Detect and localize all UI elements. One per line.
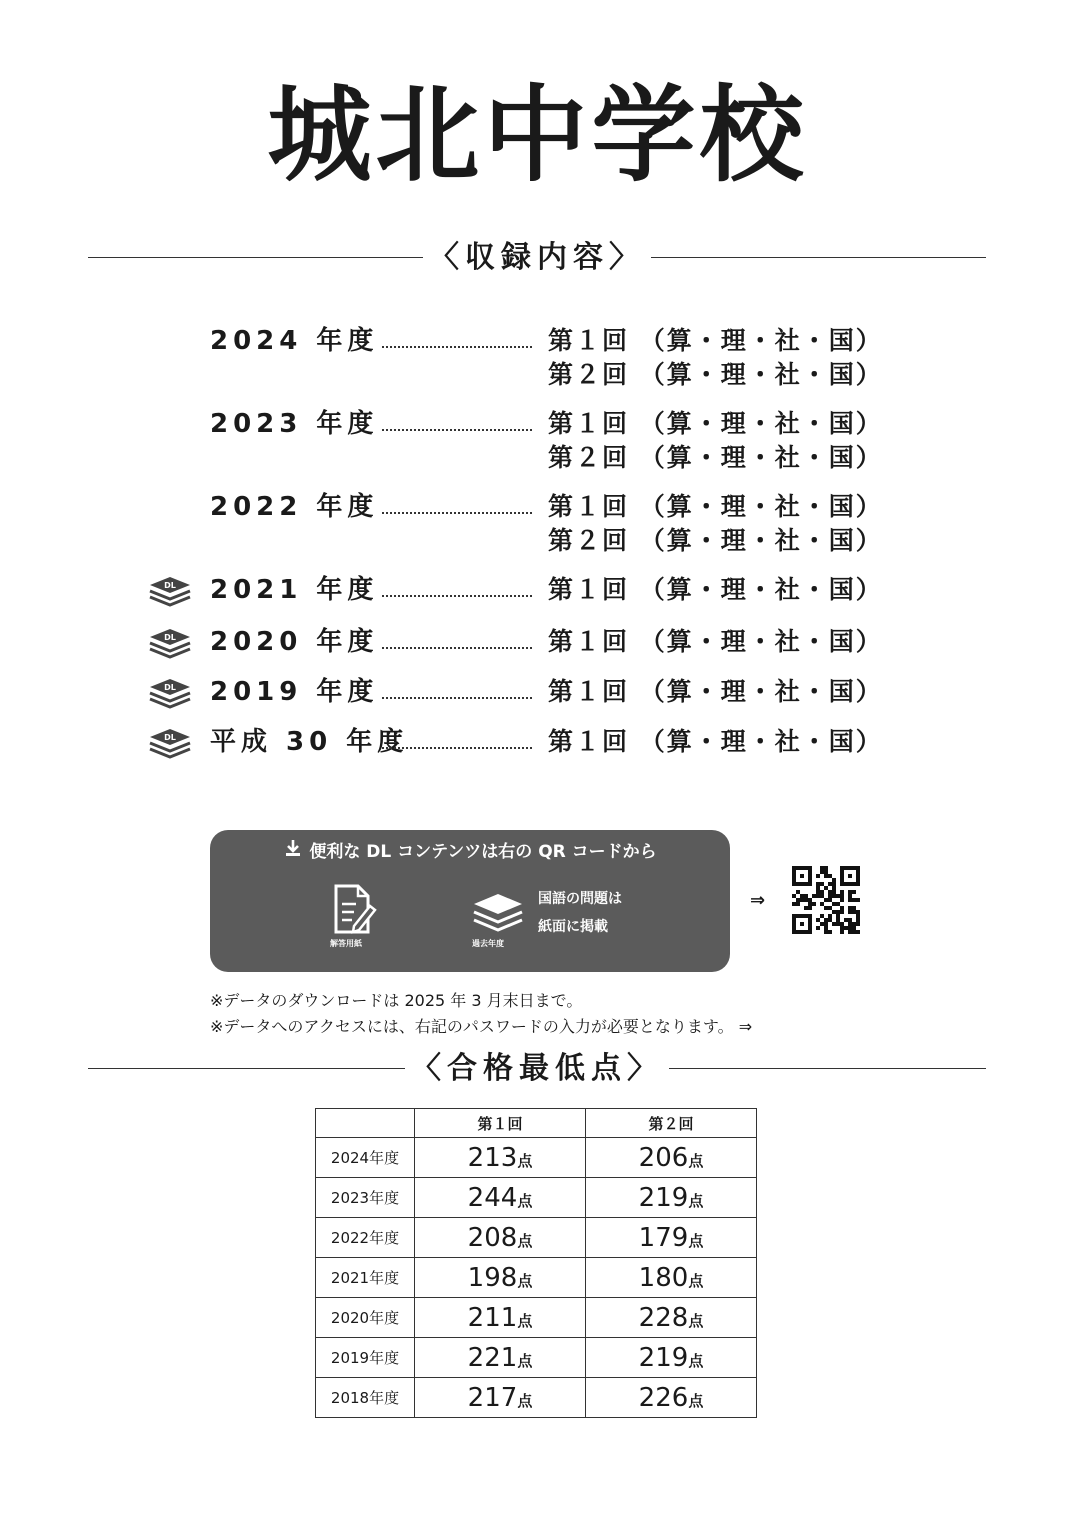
dl-content-box bbox=[210, 830, 730, 972]
row-year: 2018年度 bbox=[316, 1378, 415, 1418]
score-value: 206 bbox=[638, 1142, 689, 1173]
score-round2 bbox=[586, 1138, 757, 1178]
score-round1 bbox=[415, 1378, 586, 1418]
past-years-caption: 過去年度 bbox=[472, 939, 504, 948]
contents-year: 2021 年度 bbox=[210, 575, 379, 605]
table-row bbox=[316, 1218, 757, 1258]
svg-text:DL: DL bbox=[164, 683, 176, 692]
score-unit: 点 bbox=[688, 1351, 704, 1370]
score-round2 bbox=[586, 1178, 757, 1218]
score-value: 179 bbox=[638, 1222, 689, 1253]
score-round1 bbox=[415, 1258, 586, 1298]
score-unit: 点 bbox=[517, 1351, 533, 1370]
contents-entry: 第１回 （算・理・社・国） bbox=[548, 627, 883, 656]
score-unit: 点 bbox=[688, 1191, 704, 1210]
leader-dots bbox=[382, 429, 532, 431]
dl-books-icon bbox=[146, 673, 194, 711]
header-blank bbox=[316, 1109, 415, 1138]
score-value: 219 bbox=[638, 1342, 689, 1373]
score-value: 217 bbox=[467, 1382, 518, 1413]
dl-box-heading bbox=[210, 838, 730, 866]
dl-box-heading-text: 便利な DL コンテンツは右の QR コードから bbox=[309, 842, 657, 862]
school-title: 城北中学校 bbox=[267, 74, 808, 196]
contents-row bbox=[0, 324, 1075, 389]
contents-entry: 第２回 （算・理・社・国） bbox=[548, 360, 883, 389]
score-unit: 点 bbox=[517, 1271, 533, 1290]
score-unit: 点 bbox=[688, 1271, 704, 1290]
dl-note-line2: 紙面に掲載 bbox=[538, 919, 608, 935]
contents-year: 2019 年度 bbox=[210, 677, 379, 707]
past-years-icon bbox=[468, 884, 528, 940]
row-year: 2024年度 bbox=[316, 1138, 415, 1178]
score-value: 180 bbox=[638, 1262, 689, 1293]
notes bbox=[210, 988, 752, 1040]
scores-section-header bbox=[88, 1049, 986, 1089]
answer-sheet-icon bbox=[328, 882, 378, 942]
note-password: ※データへのアクセスには、右記のパスワードの入力が必要となります。 ⇒ bbox=[210, 1017, 753, 1036]
contents-entry: 第１回 （算・理・社・国） bbox=[548, 326, 883, 355]
answer-sheet-caption: 解答用紙 bbox=[330, 939, 362, 948]
score-unit: 点 bbox=[517, 1311, 533, 1330]
qr-code-icon[interactable] bbox=[792, 866, 860, 938]
scores-heading: 〈合格最低点〉 bbox=[405, 1049, 669, 1089]
leader-dots bbox=[382, 512, 532, 514]
score-value: 213 bbox=[467, 1142, 518, 1173]
contents-year: 2024 年度 bbox=[210, 326, 379, 356]
score-round2 bbox=[586, 1378, 757, 1418]
leader-dots bbox=[382, 747, 532, 749]
score-round2 bbox=[586, 1338, 757, 1378]
table-header-row bbox=[316, 1109, 757, 1138]
table-row bbox=[316, 1298, 757, 1338]
row-year: 2022年度 bbox=[316, 1218, 415, 1258]
contents-row bbox=[0, 407, 1075, 472]
score-unit: 点 bbox=[688, 1151, 704, 1170]
contents-row bbox=[0, 675, 1075, 709]
contents-row bbox=[0, 490, 1075, 555]
score-unit: 点 bbox=[688, 1391, 704, 1410]
table-row bbox=[316, 1178, 757, 1218]
score-value: 226 bbox=[638, 1382, 689, 1413]
minimum-score-table bbox=[315, 1108, 757, 1418]
leader-dots bbox=[382, 595, 532, 597]
score-value: 219 bbox=[638, 1182, 689, 1213]
score-round1 bbox=[415, 1338, 586, 1378]
score-value: 208 bbox=[467, 1222, 518, 1253]
leader-dots bbox=[382, 697, 532, 699]
contents-year: 2023 年度 bbox=[210, 409, 379, 439]
row-year: 2019年度 bbox=[316, 1338, 415, 1378]
header-round2: 第２回 bbox=[586, 1109, 757, 1138]
contents-section-header bbox=[88, 238, 986, 278]
score-round1 bbox=[415, 1218, 586, 1258]
contents-row bbox=[0, 625, 1075, 659]
score-unit: 点 bbox=[517, 1151, 533, 1170]
leader-dots bbox=[382, 647, 532, 649]
dl-books-icon bbox=[146, 571, 194, 609]
score-round2 bbox=[586, 1258, 757, 1298]
score-value: 228 bbox=[638, 1302, 689, 1333]
contents-heading: 〈収録内容〉 bbox=[423, 238, 651, 278]
score-value: 244 bbox=[467, 1182, 518, 1213]
score-value: 211 bbox=[467, 1302, 518, 1333]
contents-year: 平成 30 年度 bbox=[210, 727, 409, 757]
row-year: 2021年度 bbox=[316, 1258, 415, 1298]
table-row bbox=[316, 1378, 757, 1418]
dl-books-icon bbox=[146, 723, 194, 761]
contents-year: 2022 年度 bbox=[210, 492, 379, 522]
table-row bbox=[316, 1258, 757, 1298]
contents-entry: 第１回 （算・理・社・国） bbox=[548, 492, 883, 521]
contents-year: 2020 年度 bbox=[210, 627, 379, 657]
score-unit: 点 bbox=[517, 1391, 533, 1410]
contents-entry: 第１回 （算・理・社・国） bbox=[548, 677, 883, 706]
score-round2 bbox=[586, 1218, 757, 1258]
contents-entry: 第１回 （算・理・社・国） bbox=[548, 727, 883, 756]
note-download-deadline: ※データのダウンロードは 2025 年 3 月末日まで。 bbox=[210, 991, 583, 1010]
row-year: 2023年度 bbox=[316, 1178, 415, 1218]
score-unit: 点 bbox=[517, 1191, 533, 1210]
svg-text:DL: DL bbox=[164, 581, 176, 590]
score-unit: 点 bbox=[517, 1231, 533, 1250]
contents-row bbox=[0, 573, 1075, 607]
contents-entry: 第２回 （算・理・社・国） bbox=[548, 526, 883, 555]
score-round1 bbox=[415, 1138, 586, 1178]
table-row bbox=[316, 1338, 757, 1378]
table-row bbox=[316, 1138, 757, 1178]
qr-arrow: ⇒ bbox=[750, 890, 766, 911]
contents-row bbox=[0, 725, 1075, 759]
dl-note-line1: 国語の問題は bbox=[538, 891, 622, 907]
score-value: 198 bbox=[467, 1262, 518, 1293]
score-value: 221 bbox=[467, 1342, 518, 1373]
score-unit: 点 bbox=[688, 1311, 704, 1330]
contents-entry: 第１回 （算・理・社・国） bbox=[548, 575, 883, 604]
svg-text:DL: DL bbox=[164, 733, 176, 742]
score-unit: 点 bbox=[688, 1231, 704, 1250]
score-round2 bbox=[586, 1298, 757, 1338]
score-round1 bbox=[415, 1298, 586, 1338]
row-year: 2020年度 bbox=[316, 1298, 415, 1338]
svg-text:DL: DL bbox=[164, 633, 176, 642]
dl-books-icon bbox=[146, 623, 194, 661]
leader-dots bbox=[382, 346, 532, 348]
download-icon bbox=[283, 838, 303, 866]
header-round1: 第１回 bbox=[415, 1109, 586, 1138]
contents-entry: 第１回 （算・理・社・国） bbox=[548, 409, 883, 438]
contents-entry: 第２回 （算・理・社・国） bbox=[548, 443, 883, 472]
score-round1 bbox=[415, 1178, 586, 1218]
